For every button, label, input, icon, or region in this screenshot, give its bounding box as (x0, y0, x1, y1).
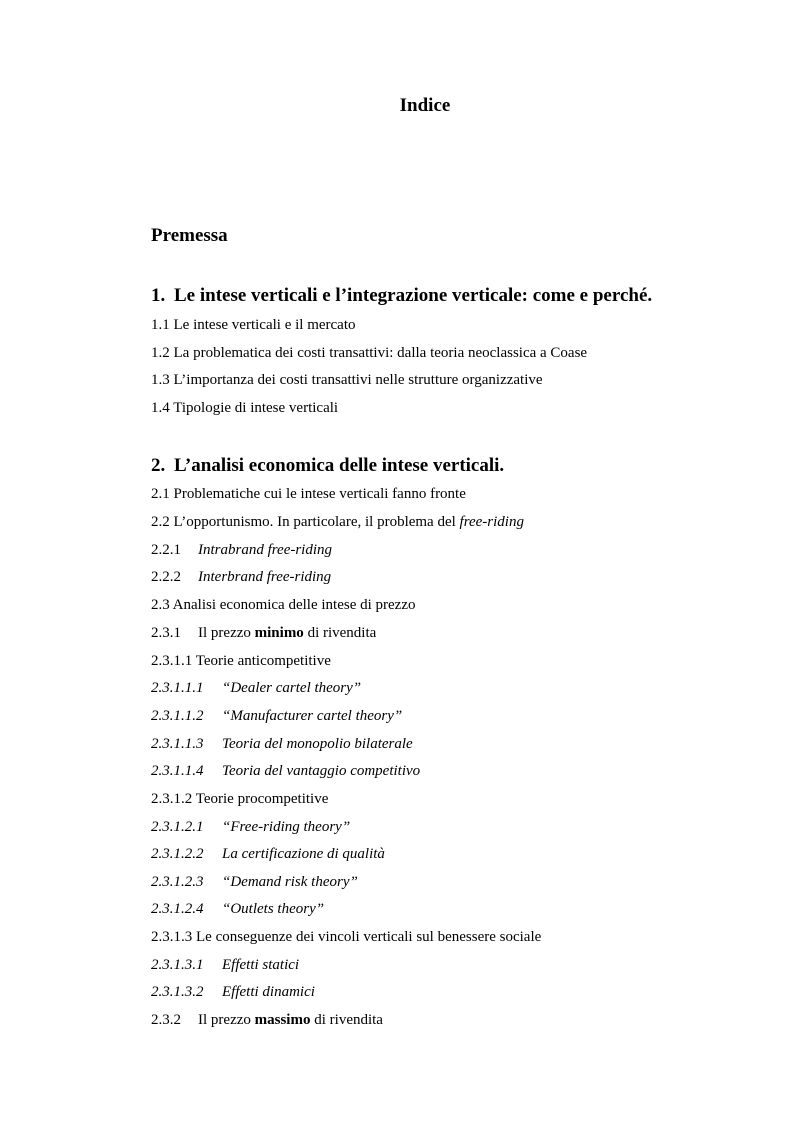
toc-entry-title: “Dealer cartel theory” (222, 680, 362, 696)
toc-entry-number: 2.3.2 (151, 1012, 181, 1028)
toc-entry-title: Effetti dinamici (222, 984, 315, 1000)
toc-entry-title: “Outlets theory” (222, 901, 325, 917)
toc-entry-number: 2.3.1.3.1 (151, 957, 204, 973)
toc-entry-1-3: 1.3 L’importanza dei costi transattivi nelle strutture organizzative (151, 372, 543, 388)
toc-entry-2-3-2 (151, 1010, 383, 1030)
toc-entry-2-3: 2.3 Analisi economica delle intese di prezzo (151, 597, 416, 613)
toc-entry-title: “Demand risk theory” (222, 874, 358, 890)
toc-entry-title: Teoria del monopolio bilaterale (222, 736, 413, 752)
toc-entry-2-3-1-1-3 (151, 734, 413, 754)
toc-entry-2-3-1-3: 2.3.1.3 Le conseguenze dei vincoli verticali sul benessere sociale (151, 929, 542, 945)
toc-entry-title: Intrabrand free-riding (198, 542, 333, 558)
toc-entry-number: 2.3.1 (151, 625, 181, 641)
toc-entry-bold: massimo (254, 1012, 311, 1028)
toc-entry-number: 2.3.1.3.2 (151, 984, 204, 1000)
chapter-1-title: Le intese verticali e l’integrazione verticale: come e perché. (174, 285, 653, 306)
toc-entry-2-3-1-2: 2.3.1.2 Teorie procompetitive (151, 791, 329, 807)
toc-entry-2-1: 2.1 Problematiche cui le intese verticali fanno fronte (151, 486, 466, 502)
toc-entry-text: di rivendita (310, 1012, 383, 1028)
toc-entry-title: “Free-riding theory” (222, 819, 351, 835)
toc-entry-title: Interbrand free-riding (198, 569, 332, 585)
toc-entry-2-2-2 (151, 567, 331, 587)
chapter-2-heading (151, 454, 504, 478)
toc-entry-number: 2.3.1.2.1 (151, 819, 204, 835)
toc-entry-bold: minimo (254, 625, 304, 641)
toc-entry-number: 2.2.1 (151, 542, 181, 558)
toc-entry-1-4: 1.4 Tipologie di intese verticali (151, 400, 339, 416)
toc-entry-2-3-1-1-4 (151, 761, 420, 781)
toc-entry-title: “Manufacturer cartel theory” (222, 708, 403, 724)
toc-entry-2-3-1-2-2 (151, 844, 385, 864)
toc-entry-2-3-1-3-2 (151, 982, 315, 1002)
premessa-heading: Premessa (151, 225, 228, 246)
page-title: Indice (399, 95, 451, 116)
toc-entry-number: 2.3.1.2.3 (151, 874, 204, 890)
toc-entry-number: 2.3.1.2.2 (151, 846, 204, 862)
toc-entry-2-3-1-1: 2.3.1.1 Teorie anticompetitive (151, 653, 331, 669)
toc-entry-title: Teoria del vantaggio competitivo (222, 763, 421, 779)
toc-entry-2-3-1-2-1 (151, 817, 350, 837)
toc-entry-1-1: 1.1 Le intese verticali e il mercato (151, 317, 356, 333)
chapter-1-heading (151, 284, 652, 308)
toc-entry-number: 2.2.2 (151, 569, 181, 585)
toc-entry-number: 2.3.1.2.4 (151, 901, 204, 917)
toc-entry-title: Effetti statici (222, 957, 300, 973)
toc-entry-2-3-1-1-2 (151, 706, 402, 726)
toc-entry-number: 2.3.1.1.2 (151, 708, 204, 724)
toc-entry-1-2: 1.2 La problematica dei costi transattivi: dalla teoria neoclassica a Coase (151, 345, 588, 361)
toc-entry-number: 2.3.1.1.1 (151, 680, 204, 696)
chapter-2-title: L’analisi economica delle intese verticali. (174, 455, 505, 476)
toc-entry-text: Il prezzo (198, 625, 255, 641)
toc-entry-number: 2.3.1.1.3 (151, 736, 204, 752)
toc-entry-2-2-text: 2.2 L’opportunismo. In particolare, il problema del (151, 514, 460, 530)
toc-entry-2-3-1-2-4 (151, 899, 324, 919)
chapter-2-number: 2. (151, 455, 166, 476)
toc-entry-2-2-italic: free-riding (459, 514, 524, 530)
toc-entry-text: Il prezzo (198, 1012, 255, 1028)
toc-entry-title: La certificazione di qualità (222, 846, 385, 862)
chapter-1-number: 1. (151, 285, 166, 306)
toc-entry-2-3-1 (151, 623, 376, 643)
toc-entry-text: di rivendita (303, 625, 377, 641)
toc-entry-2-3-1-1-1 (151, 678, 361, 698)
toc-entry-2-3-1-3-1 (151, 955, 299, 975)
toc-entry-2-2 (151, 512, 524, 532)
toc-entry-number: 2.3.1.1.4 (151, 763, 204, 779)
toc-entry-2-3-1-2-3 (151, 872, 358, 892)
toc-entry-2-2-1 (151, 540, 332, 560)
